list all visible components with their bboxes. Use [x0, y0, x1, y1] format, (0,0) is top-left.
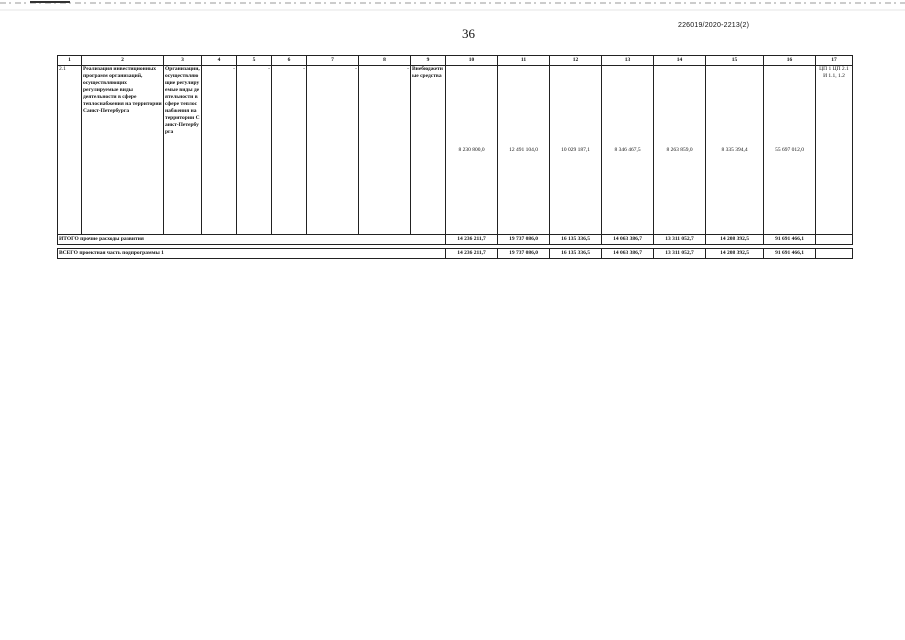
column-header: 13 [602, 56, 654, 66]
column-header: 17 [816, 56, 853, 66]
header-row [58, 56, 853, 66]
value-cell: 16 135 336,5 [550, 235, 602, 245]
value-cell: 14 063 386,7 [602, 249, 654, 259]
column-header: 3 [164, 56, 202, 66]
itogo-row [58, 235, 853, 245]
column-header: 7 [307, 56, 359, 66]
funding-source: Внебюджетные средства [411, 66, 446, 235]
value-cell: 8 346 467,5 [602, 66, 654, 235]
scan-artifact-line [0, 0, 905, 14]
cell-4: - [202, 66, 237, 235]
vsego-label: ВСЕГО проектная часть подпрограммы 1 [58, 249, 446, 259]
column-header: 2 [82, 56, 164, 66]
activity-name: Реализация инвестиционных программ организаций, осуществляющих регулируемые виды деятельности в сфере теплоснабжения на территории Санкт-Петербурга [82, 66, 164, 235]
value-cell: 14 208 392,5 [706, 235, 764, 245]
value-cell: 13 311 052,7 [654, 235, 706, 245]
document-code: 226019/2020-2213(2) [678, 22, 750, 29]
value-cell: 14 236 211,7 [446, 235, 498, 245]
column-header: 4 [202, 56, 237, 66]
value-cell: 19 737 086,0 [498, 249, 550, 259]
row-number: 2.1 [58, 66, 82, 235]
cell-6: - [272, 66, 307, 235]
value-cell: 16 135 336,5 [550, 249, 602, 259]
cell-7: - [307, 66, 359, 235]
column-header: 9 [411, 56, 446, 66]
itogo-label: ИТОГО прочие расходы развития [58, 235, 446, 245]
vsego-row [58, 249, 853, 259]
value-cell: 8 335 394,4 [706, 66, 764, 235]
empty-cell [816, 235, 853, 245]
value-cell: 14 236 211,7 [446, 249, 498, 259]
column-header: 5 [237, 56, 272, 66]
value-cell: 10 029 187,1 [550, 66, 602, 235]
empty-cell [816, 249, 853, 259]
data-table [57, 55, 853, 259]
value-cell: 91 691 466,1 [764, 235, 816, 245]
column-header: 10 [446, 56, 498, 66]
column-header: 6 [272, 56, 307, 66]
value-cell: 12 491 104,0 [498, 66, 550, 235]
cell-5: - [237, 66, 272, 235]
executor: Организации, осуществляющие регулируемые виды деятельности в сфере теплоснабжения на территории Санкт-Петербурга [164, 66, 202, 235]
value-cell: 8 230 800,0 [446, 66, 498, 235]
value-cell: 19 737 086,0 [498, 235, 550, 245]
indicators-cell: ЦП 1 ЦП 2.1 И 1.1, 1.2 [816, 66, 853, 235]
cell-8: - [359, 66, 411, 235]
column-header: 8 [359, 56, 411, 66]
page-number: 36 [462, 26, 475, 41]
value-cell: 13 311 052,7 [654, 249, 706, 259]
value-cell: 8 263 859,0 [654, 66, 706, 235]
value-cell: 14 063 386,7 [602, 235, 654, 245]
table-row [58, 66, 853, 235]
column-header: 1 [58, 56, 82, 66]
column-header: 11 [498, 56, 550, 66]
column-header: 16 [764, 56, 816, 66]
column-header: 15 [706, 56, 764, 66]
column-header: 12 [550, 56, 602, 66]
column-header: 14 [654, 56, 706, 66]
value-cell: 14 208 392,5 [706, 249, 764, 259]
value-cell: 55 697 012,0 [764, 66, 816, 235]
value-cell: 91 691 466,1 [764, 249, 816, 259]
